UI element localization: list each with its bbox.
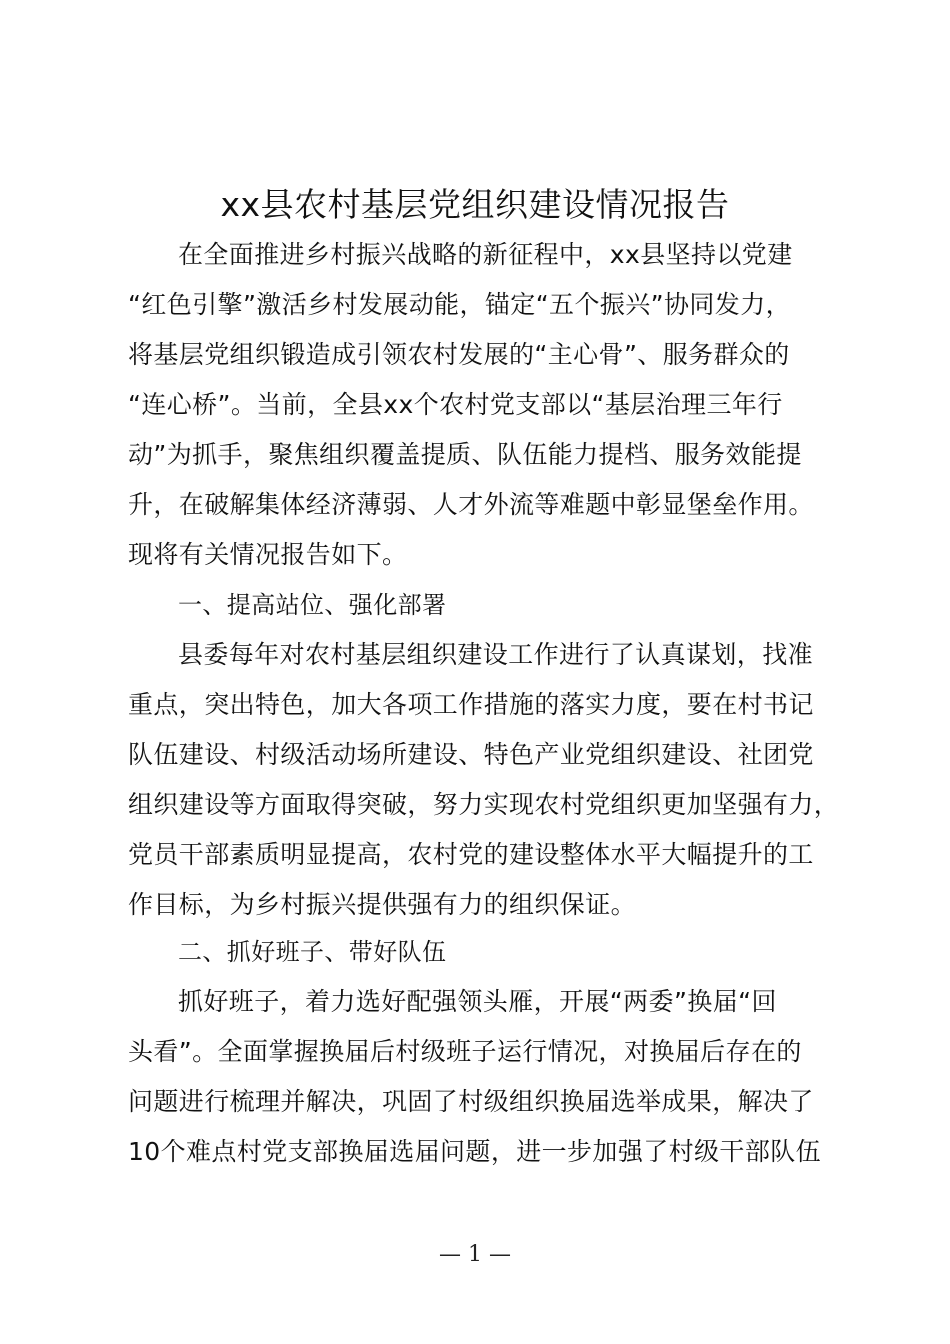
- section-2-line-1: 抓好班子，着力选好配强领头雁，开展“两委”换届“回: [178, 987, 777, 1016]
- page-number: — 1 —: [439, 1242, 511, 1267]
- section-1-line-5: 党员干部素质明显提高，农村党的建设整体水平大幅提升的工: [128, 840, 814, 869]
- paragraph-1-line-2: “红色引擎”激活乡村发展动能，锚定“五个振兴”协同发力，: [128, 290, 792, 319]
- section-1-line-2: 重点，突出特色，加大各项工作措施的落实力度，要在村书记: [128, 690, 814, 719]
- section-1-line-3: 队伍建设、村级活动场所建设、特色产业党组织建设、社团党: [128, 740, 814, 769]
- document-title: xx县农村基层党组织建设情况报告: [220, 185, 730, 224]
- paragraph-1-line-3: 将基层党组织锻造成引领农村发展的“主心骨”、服务群众的: [128, 340, 790, 369]
- section-2-line-4: 10个难点村党支部换届选届问题，进一步加强了村级干部队伍: [128, 1137, 822, 1166]
- paragraph-1-line-5: 动”为抓手，聚焦组织覆盖提质、队伍能力提档、服务效能提: [128, 440, 802, 469]
- section-2-line-2: 头看”。全面掌握换届后村级班子运行情况，对换届后存在的: [128, 1037, 802, 1066]
- section-1-line-4: 组织建设等方面取得突破，努力实现农村党组织更加坚强有力，: [128, 790, 840, 819]
- paragraph-1-line-6: 升，在破解集体经济薄弱、人才外流等难题中彰显堡垒作用。: [128, 490, 814, 519]
- section-2-heading: 二、抓好班子、带好队伍: [178, 938, 447, 966]
- section-2-line-3: 问题进行梳理并解决，巩固了村级组织换届选举成果，解决了: [128, 1087, 814, 1116]
- section-1-line-6: 作目标，为乡村振兴提供强有力的组织保证。: [128, 890, 637, 919]
- section-1-heading: 一、提高站位、强化部署: [178, 591, 447, 619]
- paragraph-1-line-4: “连心桥”。当前，全县xx个农村党支部以“基层治理三年行: [128, 390, 783, 419]
- paragraph-1-line-1: 在全面推进乡村振兴战略的新征程中，xx县坚持以党建: [178, 240, 793, 269]
- paragraph-1-line-7: 现将有关情况报告如下。: [128, 540, 408, 569]
- section-1-line-1: 县委每年对农村基层组织建设工作进行了认真谋划，找准: [178, 640, 814, 669]
